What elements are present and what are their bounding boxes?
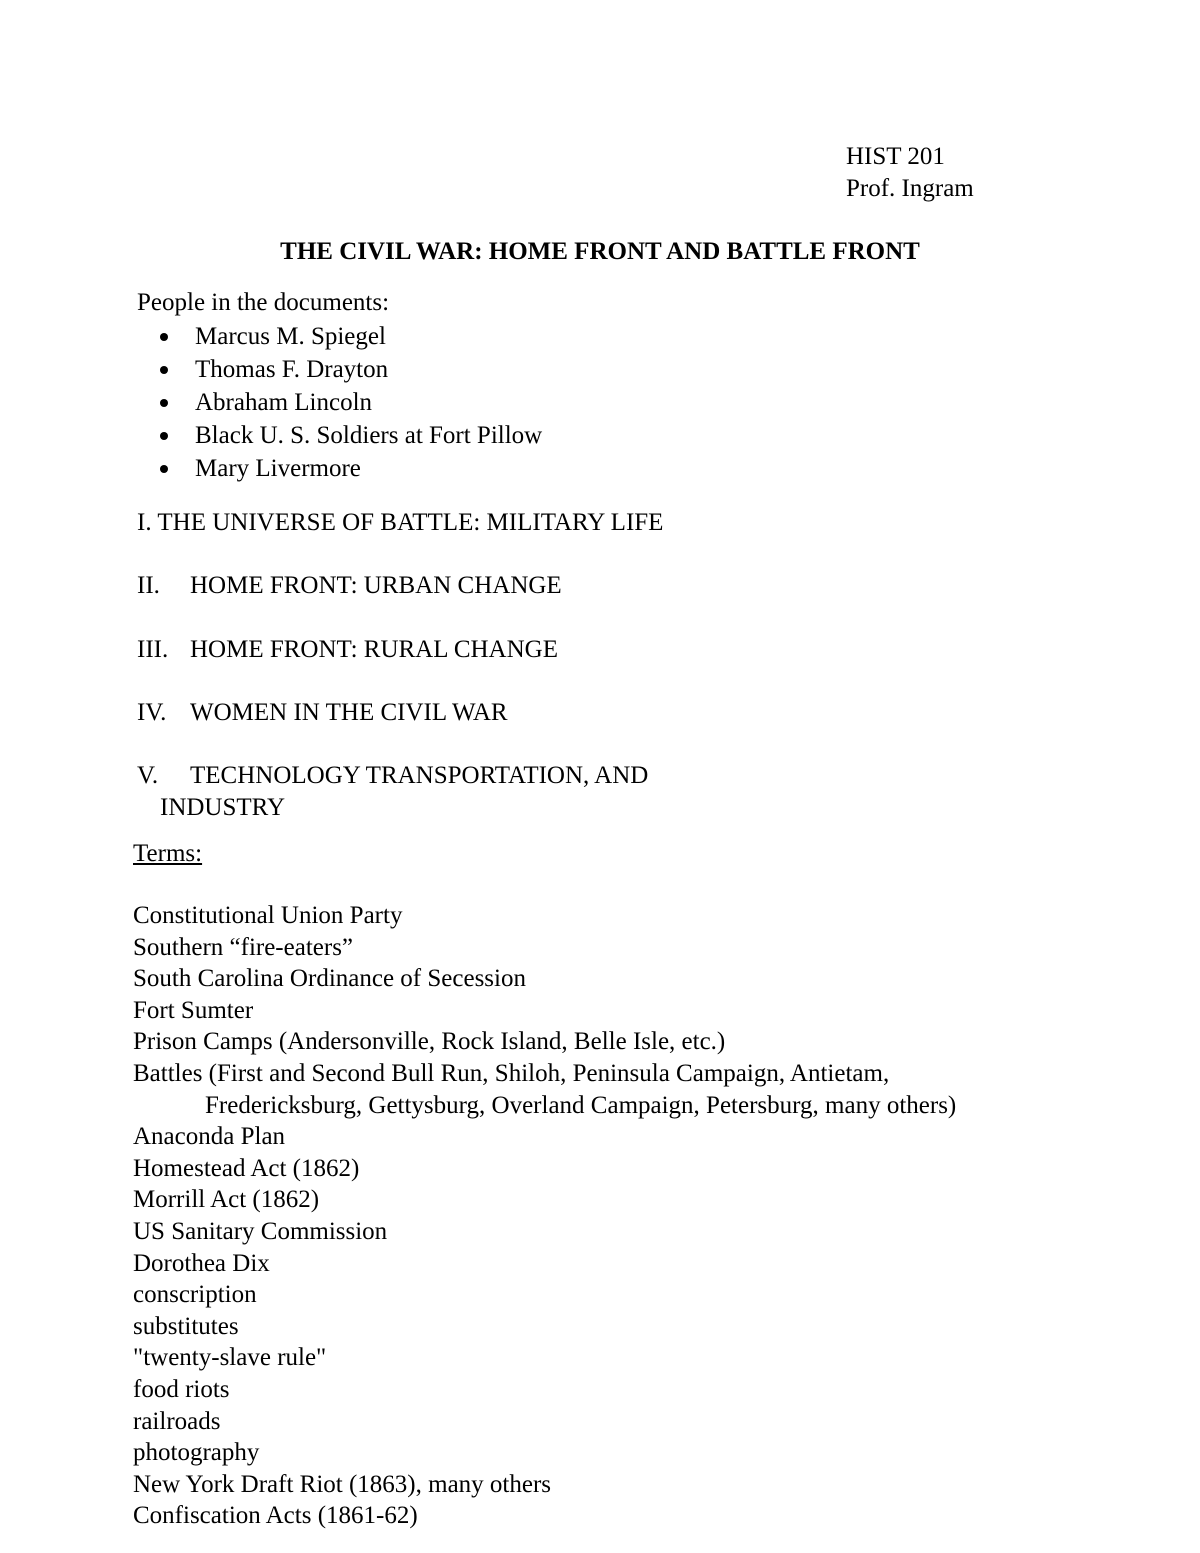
list-item [160,452,542,485]
list-item: Southern “fire-eaters” [133,933,354,961]
course-code: HIST 201 [846,143,945,170]
list-item: New York Draft Riot (1863), many others [133,1470,552,1498]
section-heading [137,634,558,666]
people-heading: People in the documents: [137,289,390,316]
section-heading [137,697,508,729]
list-item: food riots [133,1375,230,1403]
people-list [160,320,542,485]
list-item: railroads [133,1407,221,1435]
list-item: Confiscation Acts (1861-62) [133,1502,418,1530]
terms-heading: Terms: [133,840,203,867]
list-item: photography [133,1439,260,1467]
list-item: conscription [133,1281,257,1309]
list-item: Constitutional Union Party [133,902,403,929]
section-title-continuation: INDUSTRY [160,794,286,821]
section-title: TECHNOLOGY TRANSPORTATION, AND [190,762,649,789]
section-title: HOME FRONT: URBAN CHANGE [190,572,562,599]
person-name: Marcus M. Spiegel [195,322,386,350]
section-number: V. [137,762,159,789]
list-item: Dorothea Dix [133,1249,270,1277]
list-item: Battles (First and Second Bull Run, Shiloh, Peninsula Campaign, Antietam, [133,1059,890,1087]
bullet-icon [160,366,168,374]
person-name: Black U. S. Soldiers at Fort Pillow [195,421,543,449]
list-item: Anaconda Plan [133,1123,286,1151]
list-item [160,320,542,353]
person-name: Thomas F. Drayton [195,355,389,383]
section-heading [137,570,562,602]
list-item: US Sanitary Commission [133,1217,388,1245]
person-name: Mary Livermore [195,454,361,482]
person-name: Abraham Lincoln [195,388,373,416]
bullet-icon [160,333,168,341]
list-item: Morrill Act (1862) [133,1186,320,1214]
terms-list [133,900,956,1532]
bullet-icon [160,399,168,407]
section-number: I. [137,509,152,536]
section-title: WOMEN IN THE CIVIL WAR [190,699,508,726]
list-item [160,386,542,419]
section-heading [137,760,648,792]
list-item-continuation: Fredericksburg, Gettysburg, Overland Campaign, Petersburg, many others) [205,1091,957,1119]
list-item [133,1090,956,1122]
list-item: substitutes [133,1312,239,1340]
section-title: HOME FRONT: RURAL CHANGE [190,636,558,663]
list-item: "twenty-slave rule" [133,1344,327,1372]
section-number: III. [137,636,169,663]
list-item [160,419,542,452]
section-number: II. [137,572,160,599]
list-item: Fort Sumter [133,996,254,1024]
course-header [846,141,974,205]
instructor-name: Prof. Ingram [846,175,974,202]
bullet-icon [160,432,168,440]
list-item [160,353,542,386]
list-item: South Carolina Ordinance of Secession [133,965,526,993]
list-item: Homestead Act (1862) [133,1154,360,1182]
bullet-icon [160,465,168,473]
list-item: Prison Camps (Andersonville, Rock Island, Belle Isle, etc.) [133,1028,726,1056]
section-number: IV. [137,699,167,726]
section-heading [137,507,663,539]
page-title: THE CIVIL WAR: HOME FRONT AND BATTLE FRONT [280,238,920,265]
section-title: THE UNIVERSE OF BATTLE: MILITARY LIFE [157,509,664,536]
